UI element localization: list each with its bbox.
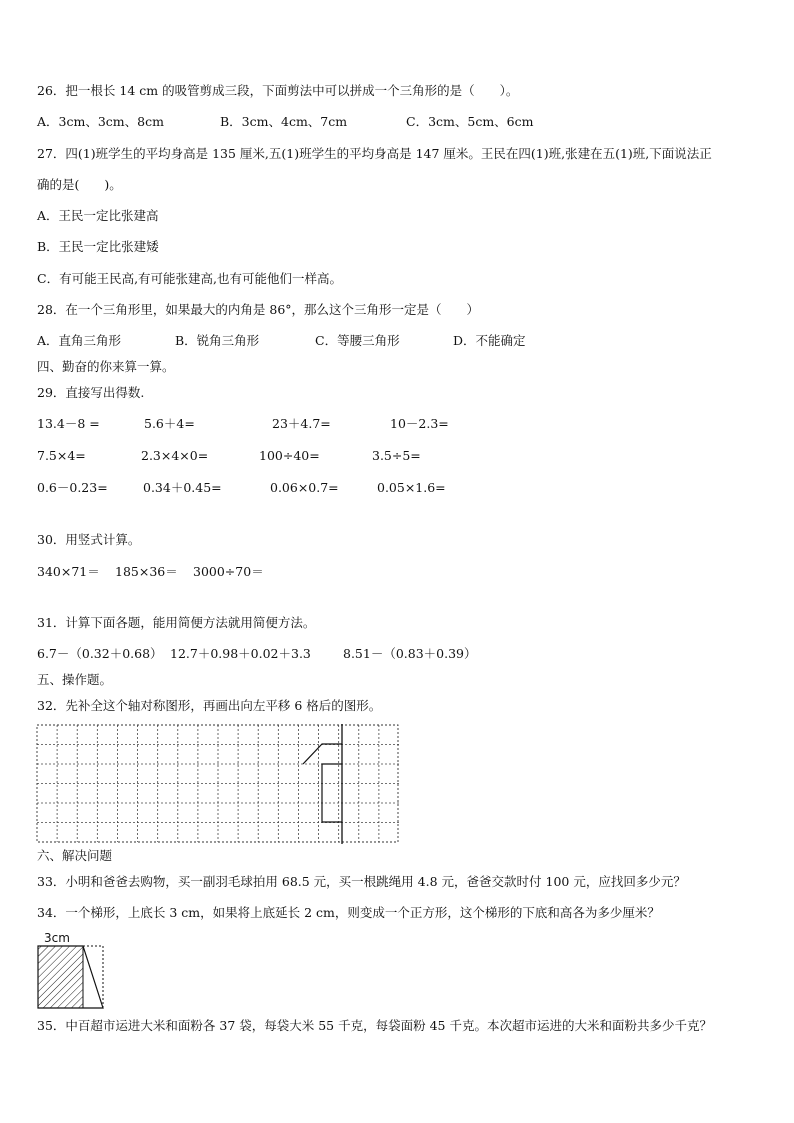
q28-option-d: D．不能确定 [453, 333, 526, 348]
q35-stem: 35．中百超市运进大米和面粉各 37 袋，每袋大米 55 千克，每袋面粉 45 千克。本次超市运进的大米和面粉共多少千克？ [37, 1018, 712, 1033]
q29-r3-c3: 0.06×0.7= [270, 480, 339, 495]
q29-r3-c4: 0.05×1.6= [377, 480, 446, 495]
q30-item-2: 185×36＝ [115, 564, 178, 579]
q29-r1-c1: 13.4－8 = [37, 416, 100, 431]
q28-stem: 28．在一个三角形里，如果最大的内角是 86°，那么这个三角形一定是（ ） [37, 302, 480, 317]
q29-r3-c1: 0.6－0.23= [37, 480, 108, 495]
q31-stem: 31．计算下面各题，能用简便方法就用简便方法。 [37, 615, 316, 630]
section-6-heading: 六、解决问题 [37, 848, 113, 863]
q27-option-b: B．王民一定比张建矮 [37, 239, 159, 254]
half-shape-outline [303, 744, 342, 764]
q31-item-2: 12.7＋0.98＋0.02＋3.3 [170, 646, 311, 661]
q29-r2-c4: 3.5÷5= [372, 448, 421, 463]
q34-stem: 34．一个梯形，上底长 3 cm，如果将上底延长 2 cm，则变成一个正方形，这个梯形的下底和高各为多少厘米？ [37, 905, 660, 920]
q26-option-c: C．3cm、5cm、6cm [406, 114, 534, 129]
q27-option-c: C．有可能王民高,有可能张建高,也有可能他们一样高。 [37, 271, 343, 286]
q29-r2-c1: 7.5×4= [37, 448, 86, 463]
q26-option-a: A．3cm、3cm、8cm [37, 114, 164, 129]
q29-r2-c3: 100÷40= [259, 448, 320, 463]
q29-r1-c2: 5.6＋4= [144, 416, 195, 431]
q33-stem: 33．小明和爸爸去购物，买一副羽毛球拍用 68.5 元，买一根跳绳用 4.8 元，爸爸交款时付 100 元，应找回多少元？ [37, 874, 686, 889]
q26-option-b: B．3cm、4cm、7cm [220, 114, 348, 129]
q28-option-a: A．直角三角形 [37, 333, 122, 348]
q29-stem: 29．直接写出得数. [37, 385, 145, 400]
q29-r3-c2: 0.34＋0.45= [143, 480, 222, 495]
trapezoid-square-part [38, 946, 83, 1008]
q29-r1-c3: 23＋4.7= [272, 416, 331, 431]
q27-stem-line2: 确的是( )。 [37, 177, 122, 192]
q27-option-a: A．王民一定比张建高 [37, 208, 159, 223]
q32-stem: 32．先补全这个轴对称图形，再画出向左平移 6 格后的图形。 [37, 698, 382, 713]
trapezoid-figure [36, 944, 108, 1012]
section-4-heading: 四、勤奋的你来算一算。 [37, 359, 175, 374]
q32-grid-figure [36, 724, 400, 844]
q27-stem-line1: 27．四(1)班学生的平均身高是 135 厘米,五(1)班学生的平均身高是 147 厘米。王民在四(1)班,张建在五(1)班,下面说法正 [37, 146, 712, 161]
q29-r2-c2: 2.3×4×0= [141, 448, 209, 463]
q30-stem: 30．用竖式计算。 [37, 532, 141, 547]
q28-option-b: B．锐角三角形 [175, 333, 260, 348]
q30-item-3: 3000÷70＝ [193, 564, 264, 579]
q30-item-1: 340×71＝ [37, 564, 100, 579]
q26-stem: 26．把一根长 14 cm 的吸管剪成三段，下面剪法中可以拼成一个三角形的是（ ）。 [37, 83, 519, 98]
q31-item-1: 6.7－（0.32＋0.68） [37, 646, 163, 661]
q28-option-c: C．等腰三角形 [315, 333, 400, 348]
q29-r1-c4: 10－2.3= [390, 416, 449, 431]
section-5-heading: 五、操作题。 [37, 672, 113, 687]
q31-item-3: 8.51－（0.83＋0.39） [343, 646, 477, 661]
trapezoid-top-label: 3cm [44, 931, 70, 945]
